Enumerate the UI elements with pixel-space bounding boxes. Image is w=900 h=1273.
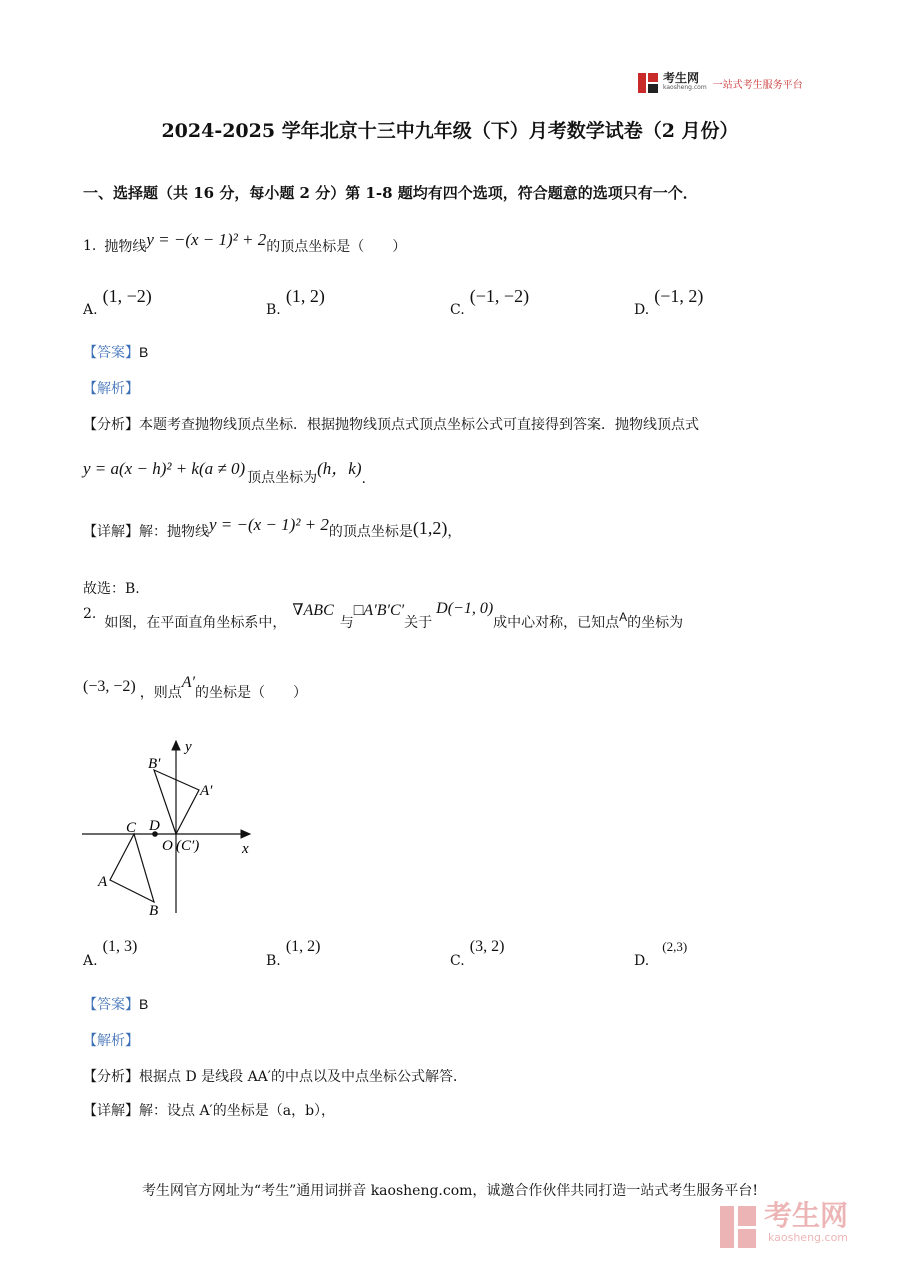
answer-value: B	[139, 344, 149, 360]
option-label: B.	[266, 302, 281, 318]
option-value: (1, 3)	[102, 938, 138, 955]
q2-stem	[83, 600, 684, 632]
q1-prefix: 抛物线	[104, 239, 147, 255]
q1-suffix: 的顶点坐标是（ ）	[266, 239, 407, 255]
label-a-prime: A′	[200, 783, 213, 799]
watermark-brand: 考生网	[764, 1199, 849, 1232]
footer-text: 考生网官方网址为“考生”通用词拼音 kaosheng.com，诚邀合作伙伴共同打造一站式考生服务平台!	[141, 1183, 759, 1199]
q1-answer	[83, 342, 148, 362]
option-label: D.	[634, 302, 650, 318]
label-a: A	[98, 874, 108, 890]
q1-analysis-tag: 【解析】	[83, 381, 139, 397]
q1-stem	[83, 230, 407, 256]
detail-text: 解：设点 A′的坐标是（a，b），	[139, 1103, 336, 1119]
q2-t5: 的坐标为	[627, 615, 684, 631]
option-value: (1, −2)	[102, 286, 152, 306]
q2-t3: 关于	[404, 615, 433, 631]
q2-stem-line2	[83, 674, 307, 702]
kaosheng-logo-icon	[637, 72, 659, 94]
header-logo	[637, 72, 803, 94]
vertex-text: 顶点坐标为	[247, 470, 318, 486]
fenxi-text: 本题考查抛物线顶点坐标．根据抛物线顶点式顶点坐标公式可直接得到答案．抛物线顶点式	[139, 417, 699, 433]
detail-tag: 【详解】	[83, 524, 139, 540]
label-b: B	[149, 903, 159, 919]
fenxi-text: 根据点 D 是线段 AA′的中点以及中点坐标公式解答．	[139, 1069, 467, 1085]
answer-tag: 【答案】	[83, 997, 139, 1013]
q1-number: 1.	[83, 238, 97, 254]
watermark-domain: kaosheng.com	[767, 1231, 849, 1244]
page-title: 2024-2025 学年北京十三中九年级（下）月考数学试卷（2 月份）	[161, 120, 739, 142]
q2-option-a[interactable]	[83, 936, 138, 969]
q1-vertex-line	[83, 459, 366, 487]
q2-point-a: A	[619, 610, 628, 624]
q2-point-d: D(−1, 0)	[436, 600, 494, 617]
q2-answer	[83, 994, 148, 1014]
vertex-coord: (h，k)	[317, 459, 362, 478]
q2-option-b[interactable]	[266, 936, 321, 969]
option-value: (1, 2)	[285, 286, 325, 306]
option-value: (−1, −2)	[469, 286, 530, 306]
q1-option-c[interactable]	[450, 286, 530, 318]
label-o: O	[162, 838, 173, 854]
q1-option-d[interactable]	[634, 286, 704, 318]
label-y: y	[185, 739, 192, 755]
detail-end: ，	[447, 524, 462, 540]
q2-point-a2: A′	[181, 674, 195, 691]
triangle-abc	[110, 834, 154, 902]
kaosheng-watermark-icon	[718, 1204, 758, 1250]
label-x: x	[242, 841, 249, 857]
q2-tri1: ∇ABC	[292, 602, 334, 619]
option-label: A.	[83, 953, 98, 969]
label-c: C	[126, 820, 137, 836]
detail-coord: (1,2)	[412, 518, 448, 538]
q2-fenxi	[83, 1066, 467, 1086]
q2-option-c[interactable]	[450, 936, 505, 969]
footer-watermark	[718, 1199, 849, 1250]
detail-formula: y = −(x − 1)² + 2	[209, 515, 329, 534]
option-label: C.	[450, 302, 465, 318]
vertex-period: .	[361, 471, 366, 487]
option-value: (2,3)	[662, 939, 688, 954]
detail-prefix: 解：抛物线	[139, 524, 209, 540]
section-heading: 一、选择题（共 16 分，每小题 2 分）第 1-8 题均有四个选项，符合题意的选项只有一个．	[83, 184, 698, 202]
answer-tag: 【答案】	[83, 345, 139, 361]
detail-tag: 【详解】	[83, 1103, 139, 1119]
label-d: D	[149, 818, 160, 834]
fenxi-tag: 【分析】	[83, 1069, 139, 1085]
q2-coord-a: (−3, −2)	[83, 678, 136, 695]
option-value: (−1, 2)	[654, 286, 704, 306]
option-value: (1, 2)	[285, 938, 321, 955]
option-label: A.	[83, 302, 98, 318]
logo-domain: kaosheng.com	[663, 84, 707, 91]
option-label: C.	[450, 953, 465, 969]
q1-detail	[83, 515, 462, 541]
q2-analysis-tag: 【解析】	[83, 1033, 139, 1049]
q2-t6: ，则点	[139, 685, 182, 701]
logo-slogan: 一站式考生服务平台	[712, 79, 803, 91]
q2-t7: 的坐标是（ ）	[194, 685, 307, 701]
q2-t1: 如图，在平面直角坐标系中，	[104, 615, 287, 631]
q2-t4: 成中心对称，已知点	[493, 615, 620, 631]
q2-number: 2.	[83, 606, 97, 622]
q2-figure	[78, 735, 268, 920]
option-label: B.	[266, 953, 281, 969]
q1-option-a[interactable]	[83, 286, 152, 318]
label-b-prime: B′	[148, 756, 161, 772]
q1-formula: y = −(x − 1)² + 2	[146, 230, 267, 249]
q1-fenxi	[83, 414, 699, 434]
q2-detail	[83, 1100, 335, 1120]
logo-brand: 考生网	[663, 71, 700, 85]
option-label: D.	[634, 953, 650, 969]
answer-value: B	[139, 996, 149, 1012]
vertex-form: y = a(x − h)² + k(a ≠ 0)	[83, 459, 246, 478]
q2-tri2: □A′B′C′	[353, 602, 405, 619]
q2-t2: 与	[339, 615, 354, 631]
option-value: (3, 2)	[469, 938, 505, 955]
label-c-prime: (C′)	[176, 838, 200, 854]
q1-conclusion: 故选：B.	[83, 581, 140, 597]
detail-mid: 的顶点坐标是	[328, 524, 413, 540]
q2-option-d[interactable]	[634, 936, 688, 969]
q1-option-b[interactable]	[266, 286, 325, 318]
fenxi-tag: 【分析】	[83, 417, 139, 433]
